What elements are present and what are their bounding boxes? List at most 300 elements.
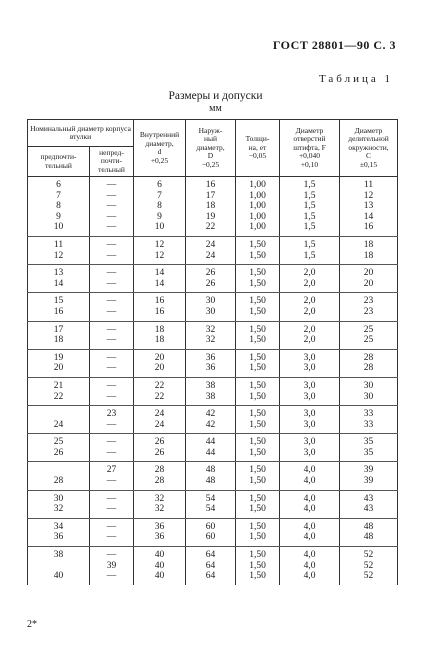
cell-value: —: [106, 391, 117, 402]
cell-value: 38: [205, 391, 216, 402]
cell-preferred: [28, 490, 90, 518]
cell-outer-diameter: [186, 293, 236, 321]
header-pin-hole-diameter: [280, 120, 340, 177]
cell-value: 1,50: [249, 268, 266, 279]
cell-thickness: [236, 490, 280, 518]
cell-value: 27: [106, 465, 117, 476]
header-line: штифта, F: [293, 142, 326, 152]
cell-inner-diameter: [134, 177, 186, 237]
table-body: [28, 177, 398, 585]
cell-pin-hole-diameter: [280, 321, 340, 349]
header-line: +0,10: [300, 159, 319, 169]
cell-value: 18: [363, 239, 374, 250]
cell-preferred: [28, 377, 90, 405]
cell-value: 64: [205, 571, 216, 582]
cell-pin-hole-diameter: [280, 177, 340, 237]
cell-value: 22: [154, 380, 165, 391]
cell-value: 8: [157, 201, 162, 212]
cell-value: 1,50: [249, 391, 266, 402]
table-row-group: [28, 349, 398, 377]
cell-outer-diameter: [186, 265, 236, 293]
cell-value: 26: [154, 447, 165, 458]
cell-value: 3,0: [303, 409, 316, 420]
cell-value: 42: [205, 419, 216, 430]
cell-thickness: [236, 293, 280, 321]
cell-inner-diameter: [134, 321, 186, 349]
cell-value: [28, 465, 89, 476]
cell-value: 1,50: [249, 409, 266, 420]
cell-value: 24: [53, 419, 64, 430]
cell-value: 1,5: [303, 201, 316, 212]
cell-nonpreferred: [90, 377, 134, 405]
cell-nonpreferred: [90, 321, 134, 349]
cell-value: —: [106, 180, 117, 190]
cell-inner-diameter: [134, 434, 186, 462]
cell-value: 26: [205, 278, 216, 289]
table-row-group: [28, 434, 398, 462]
cell-outer-diameter: [186, 377, 236, 405]
header-line: Внутренний: [139, 130, 180, 139]
cell-value: 1,50: [249, 550, 266, 561]
cell-value: —: [106, 296, 117, 307]
header-line: d: [157, 147, 162, 156]
cell-value: 9: [56, 211, 61, 222]
cell-value: 7: [56, 190, 61, 201]
header-nonpreferred: непред-почти-тельный: [90, 147, 134, 177]
header-line: диаметр,: [145, 138, 174, 148]
cell-value: —: [106, 437, 117, 448]
cell-value: 39: [363, 476, 374, 487]
cell-value: 12: [363, 190, 374, 201]
cell-preferred: [28, 434, 90, 462]
header-line: на, eт: [248, 142, 267, 152]
cell-value: 54: [205, 493, 216, 504]
cell-value: 1,50: [249, 352, 266, 363]
cell-thickness: [236, 406, 280, 434]
cell-pitch-circle-diameter: [340, 349, 398, 377]
cell-value: 36: [53, 532, 64, 543]
cell-value: —: [106, 324, 117, 335]
cell-value: 36: [205, 352, 216, 363]
cell-value: —: [106, 571, 117, 582]
cell-value: 1,00: [249, 180, 266, 190]
cell-value: 4,0: [303, 532, 316, 543]
cell-preferred: [28, 547, 90, 585]
cell-value: 44: [205, 437, 216, 448]
cell-value: 34: [53, 521, 64, 532]
cell-outer-diameter: [186, 490, 236, 518]
cell-preferred: [28, 406, 90, 434]
cell-value: 1,00: [249, 222, 266, 233]
cell-value: 30: [205, 306, 216, 317]
cell-value: 42: [205, 409, 216, 420]
cell-value: —: [106, 550, 117, 561]
cell-pin-hole-diameter: [280, 236, 340, 264]
cell-value: 14: [154, 278, 165, 289]
cell-value: 16: [154, 306, 165, 317]
cell-preferred: [28, 177, 90, 237]
cell-value: 24: [205, 239, 216, 250]
cell-inner-diameter: [134, 265, 186, 293]
cell-value: 1,50: [249, 447, 266, 458]
cell-value: 18: [154, 335, 165, 346]
cell-nonpreferred: [90, 349, 134, 377]
cell-inner-diameter: [134, 547, 186, 585]
cell-nonpreferred: [90, 518, 134, 546]
cell-value: 54: [205, 504, 216, 515]
cell-value: 11: [363, 180, 374, 190]
cell-value: 14: [53, 278, 64, 289]
cell-value: 10: [53, 222, 64, 233]
cell-value: 18: [205, 201, 216, 212]
cell-value: 23: [363, 306, 374, 317]
cell-inner-diameter: [134, 462, 186, 490]
cell-preferred: [28, 236, 90, 264]
cell-value: 1,50: [249, 335, 266, 346]
table-row-group: [28, 547, 398, 585]
header-line: D: [207, 151, 214, 161]
cell-value: 1,50: [249, 306, 266, 317]
cell-value: 28: [53, 476, 64, 487]
cell-value: —: [106, 493, 117, 504]
cell-value: 30: [205, 296, 216, 307]
cell-value: [28, 561, 89, 572]
header-outer-diameter: [186, 120, 236, 177]
cell-value: 48: [205, 465, 216, 476]
cell-value: 1,5: [303, 250, 316, 261]
cell-outer-diameter: [186, 177, 236, 237]
cell-value: 25: [53, 437, 64, 448]
cell-value: 24: [154, 409, 165, 420]
dimensions-table: [27, 119, 398, 585]
cell-outer-diameter: [186, 321, 236, 349]
cell-value: 12: [154, 250, 165, 261]
cell-value: —: [106, 211, 117, 222]
cell-pitch-circle-diameter: [340, 293, 398, 321]
cell-value: 4,0: [303, 504, 316, 515]
header-preferred: предпочти-тельный: [28, 147, 90, 177]
cell-value: 38: [53, 550, 64, 561]
cell-preferred: [28, 265, 90, 293]
cell-pin-hole-diameter: [280, 518, 340, 546]
header-thickness: [236, 120, 280, 177]
cell-value: —: [106, 419, 117, 430]
cell-pin-hole-diameter: [280, 434, 340, 462]
table-unit: мм: [209, 103, 222, 114]
cell-value: 1,50: [249, 437, 266, 448]
cell-value: 1,5: [303, 180, 316, 190]
cell-value: 30: [363, 391, 374, 402]
cell-pin-hole-diameter: [280, 265, 340, 293]
cell-value: —: [106, 250, 117, 261]
cell-pin-hole-diameter: [280, 462, 340, 490]
cell-value: 18: [154, 324, 165, 335]
cell-value: 3,0: [303, 391, 316, 402]
cell-pin-hole-diameter: [280, 547, 340, 585]
cell-preferred: [28, 293, 90, 321]
cell-value: 2,0: [303, 296, 316, 307]
table-row-group: [28, 177, 398, 237]
cell-value: 1,50: [249, 571, 266, 582]
header-line: окружности,: [348, 142, 389, 152]
cell-outer-diameter: [186, 434, 236, 462]
cell-value: 17: [53, 324, 64, 335]
header-line: +0,25: [150, 155, 169, 165]
cell-value: 52: [363, 571, 374, 582]
cell-inner-diameter: [134, 490, 186, 518]
cell-value: 28: [154, 465, 165, 476]
cell-value: 30: [363, 380, 374, 391]
cell-inner-diameter: [134, 236, 186, 264]
cell-pin-hole-diameter: [280, 349, 340, 377]
cell-value: 1,50: [249, 363, 266, 374]
cell-value: 18: [53, 335, 64, 346]
cell-value: —: [106, 352, 117, 363]
cell-pitch-circle-diameter: [340, 236, 398, 264]
cell-value: 1,50: [249, 239, 266, 250]
cell-pitch-circle-diameter: [340, 377, 398, 405]
cell-outer-diameter: [186, 462, 236, 490]
cell-outer-diameter: [186, 236, 236, 264]
cell-value: 1,50: [249, 296, 266, 307]
cell-value: 28: [363, 363, 374, 374]
cell-preferred: [28, 518, 90, 546]
header-line: Диаметр: [354, 125, 383, 135]
cell-value: —: [106, 335, 117, 346]
cell-value: 1,00: [249, 190, 266, 201]
cell-value: 1,50: [249, 419, 266, 430]
cell-value: 1,00: [249, 211, 266, 222]
cell-outer-diameter: [186, 518, 236, 546]
cell-value: 14: [154, 268, 165, 279]
cell-value: 35: [363, 437, 374, 448]
cell-value: 2,0: [303, 278, 316, 289]
cell-thickness: [236, 349, 280, 377]
cell-nonpreferred: [90, 462, 134, 490]
cell-nonpreferred: [90, 177, 134, 237]
cell-value: 16: [205, 180, 216, 190]
cell-value: 22: [53, 391, 64, 402]
cell-value: 20: [363, 268, 374, 279]
cell-inner-diameter: [134, 406, 186, 434]
cell-value: 2,0: [303, 268, 316, 279]
cell-value: 1,5: [303, 239, 316, 250]
table-row-group: [28, 462, 398, 490]
header-line: ный: [203, 134, 218, 144]
cell-value: 64: [205, 560, 216, 571]
cell-value: 20: [154, 352, 165, 363]
cell-outer-diameter: [186, 349, 236, 377]
cell-value: 20: [154, 363, 165, 374]
cell-value: 25: [363, 335, 374, 346]
cell-value: 39: [363, 465, 374, 476]
cell-value: 32: [205, 335, 216, 346]
header-line: делительной: [348, 134, 389, 144]
cell-pitch-circle-diameter: [340, 265, 398, 293]
cell-value: 32: [154, 493, 165, 504]
cell-value: 35: [363, 447, 374, 458]
cell-value: —: [106, 222, 117, 233]
cell-pitch-circle-diameter: [340, 490, 398, 518]
cell-value: 48: [363, 532, 374, 543]
cell-value: 9: [157, 211, 162, 222]
cell-pitch-circle-diameter: [340, 177, 398, 237]
cell-value: —: [106, 380, 117, 391]
cell-nonpreferred: [90, 406, 134, 434]
cell-value: —: [106, 190, 117, 201]
cell-value: 21: [53, 380, 64, 391]
table-row-group: [28, 406, 398, 434]
cell-value: —: [106, 447, 117, 458]
cell-value: 6: [56, 180, 61, 190]
cell-value: 14: [363, 211, 374, 222]
cell-value: 4,0: [303, 560, 316, 571]
cell-value: 44: [205, 447, 216, 458]
cell-value: 30: [53, 493, 64, 504]
cell-inner-diameter: [134, 293, 186, 321]
cell-pin-hole-diameter: [280, 490, 340, 518]
cell-value: 16: [363, 222, 374, 233]
header-line: Наруж-: [198, 125, 223, 135]
cell-nonpreferred: [90, 547, 134, 585]
cell-pin-hole-diameter: [280, 406, 340, 434]
cell-value: 23: [106, 409, 117, 420]
cell-value: 23: [363, 296, 374, 307]
cell-value: 36: [154, 521, 165, 532]
cell-value: 32: [53, 504, 64, 515]
cell-value: 1,50: [249, 380, 266, 391]
cell-value: 4,0: [303, 571, 316, 582]
cell-nonpreferred: [90, 265, 134, 293]
cell-value: 33: [363, 409, 374, 420]
cell-inner-diameter: [134, 349, 186, 377]
cell-value: 64: [205, 550, 216, 561]
cell-value: —: [106, 363, 117, 374]
cell-value: 4,0: [303, 465, 316, 476]
header-line: диаметр,: [196, 142, 225, 152]
cell-value: —: [106, 306, 117, 317]
cell-value: 28: [154, 476, 165, 487]
cell-inner-diameter: [134, 377, 186, 405]
table-number: Таблица 1: [318, 73, 393, 85]
cell-value: 36: [154, 532, 165, 543]
cell-value: 39: [106, 560, 117, 571]
cell-value: 4,0: [303, 521, 316, 532]
cell-pin-hole-diameter: [280, 377, 340, 405]
cell-pin-hole-diameter: [280, 293, 340, 321]
cell-value: 1,50: [249, 504, 266, 515]
cell-thickness: [236, 236, 280, 264]
cell-value: 22: [154, 391, 165, 402]
cell-value: 6: [157, 180, 162, 190]
cell-thickness: [236, 518, 280, 546]
cell-value: 20: [53, 363, 64, 374]
cell-value: 1,5: [303, 222, 316, 233]
cell-value: 16: [53, 306, 64, 317]
cell-value: —: [106, 532, 117, 543]
header-pitch-circle-diameter: [340, 120, 398, 177]
header-line: +0,040: [298, 151, 321, 161]
header-line: отверстий: [293, 134, 326, 144]
cell-thickness: [236, 377, 280, 405]
table-row-group: [28, 236, 398, 264]
cell-value: 48: [363, 521, 374, 532]
cell-value: 4,0: [303, 476, 316, 487]
cell-inner-diameter: [134, 518, 186, 546]
table-row-group: [28, 265, 398, 293]
cell-value: 4,0: [303, 493, 316, 504]
cell-nonpreferred: [90, 434, 134, 462]
table-row-group: [28, 321, 398, 349]
cell-thickness: [236, 177, 280, 237]
cell-value: 3,0: [303, 447, 316, 458]
cell-value: 19: [53, 352, 64, 363]
header-line: −0,05: [248, 151, 267, 161]
cell-value: 2,0: [303, 324, 316, 335]
cell-value: 33: [363, 419, 374, 430]
cell-thickness: [236, 321, 280, 349]
cell-value: 1,5: [303, 190, 316, 201]
cell-value: 1,50: [249, 493, 266, 504]
table-row-group: [28, 293, 398, 321]
cell-value: 40: [154, 571, 165, 582]
cell-value: 32: [205, 324, 216, 335]
cell-value: 1,50: [249, 560, 266, 571]
cell-value: 24: [154, 419, 165, 430]
cell-value: 3,0: [303, 419, 316, 430]
cell-preferred: [28, 349, 90, 377]
cell-pitch-circle-diameter: [340, 406, 398, 434]
cell-nonpreferred: [90, 490, 134, 518]
cell-value: 19: [205, 211, 216, 222]
cell-value: 1,50: [249, 521, 266, 532]
cell-value: 25: [363, 324, 374, 335]
page-header: ГОСТ 28801—90 С. 3: [272, 38, 396, 52]
cell-value: 13: [53, 268, 64, 279]
cell-value: 24: [205, 250, 216, 261]
cell-value: 3,0: [303, 437, 316, 448]
cell-value: 3,0: [303, 380, 316, 391]
cell-value: 40: [53, 571, 64, 582]
cell-value: —: [106, 278, 117, 289]
cell-value: 13: [363, 201, 374, 212]
cell-pitch-circle-diameter: [340, 321, 398, 349]
cell-value: 1,50: [249, 324, 266, 335]
cell-value: 26: [205, 268, 216, 279]
header-nominal-diameter: Номинальный диаметр корпуса втулки: [28, 120, 134, 147]
header-line: ±0,15: [359, 159, 378, 169]
cell-value: 4,0: [303, 550, 316, 561]
cell-value: 1,5: [303, 211, 316, 222]
cell-value: 11: [53, 239, 64, 250]
cell-value: 40: [154, 550, 165, 561]
cell-value: 48: [205, 476, 216, 487]
cell-value: 1,50: [249, 278, 266, 289]
cell-nonpreferred: [90, 293, 134, 321]
cell-value: —: [106, 201, 117, 212]
cell-value: 15: [53, 296, 64, 307]
cell-value: 1,50: [249, 532, 266, 543]
cell-value: 1,50: [249, 476, 266, 487]
cell-outer-diameter: [186, 547, 236, 585]
table-row-group: [28, 490, 398, 518]
cell-value: —: [106, 268, 117, 279]
cell-value: 32: [154, 504, 165, 515]
cell-value: 26: [53, 447, 64, 458]
cell-value: 28: [363, 352, 374, 363]
cell-value: 10: [154, 222, 165, 233]
cell-pitch-circle-diameter: [340, 434, 398, 462]
